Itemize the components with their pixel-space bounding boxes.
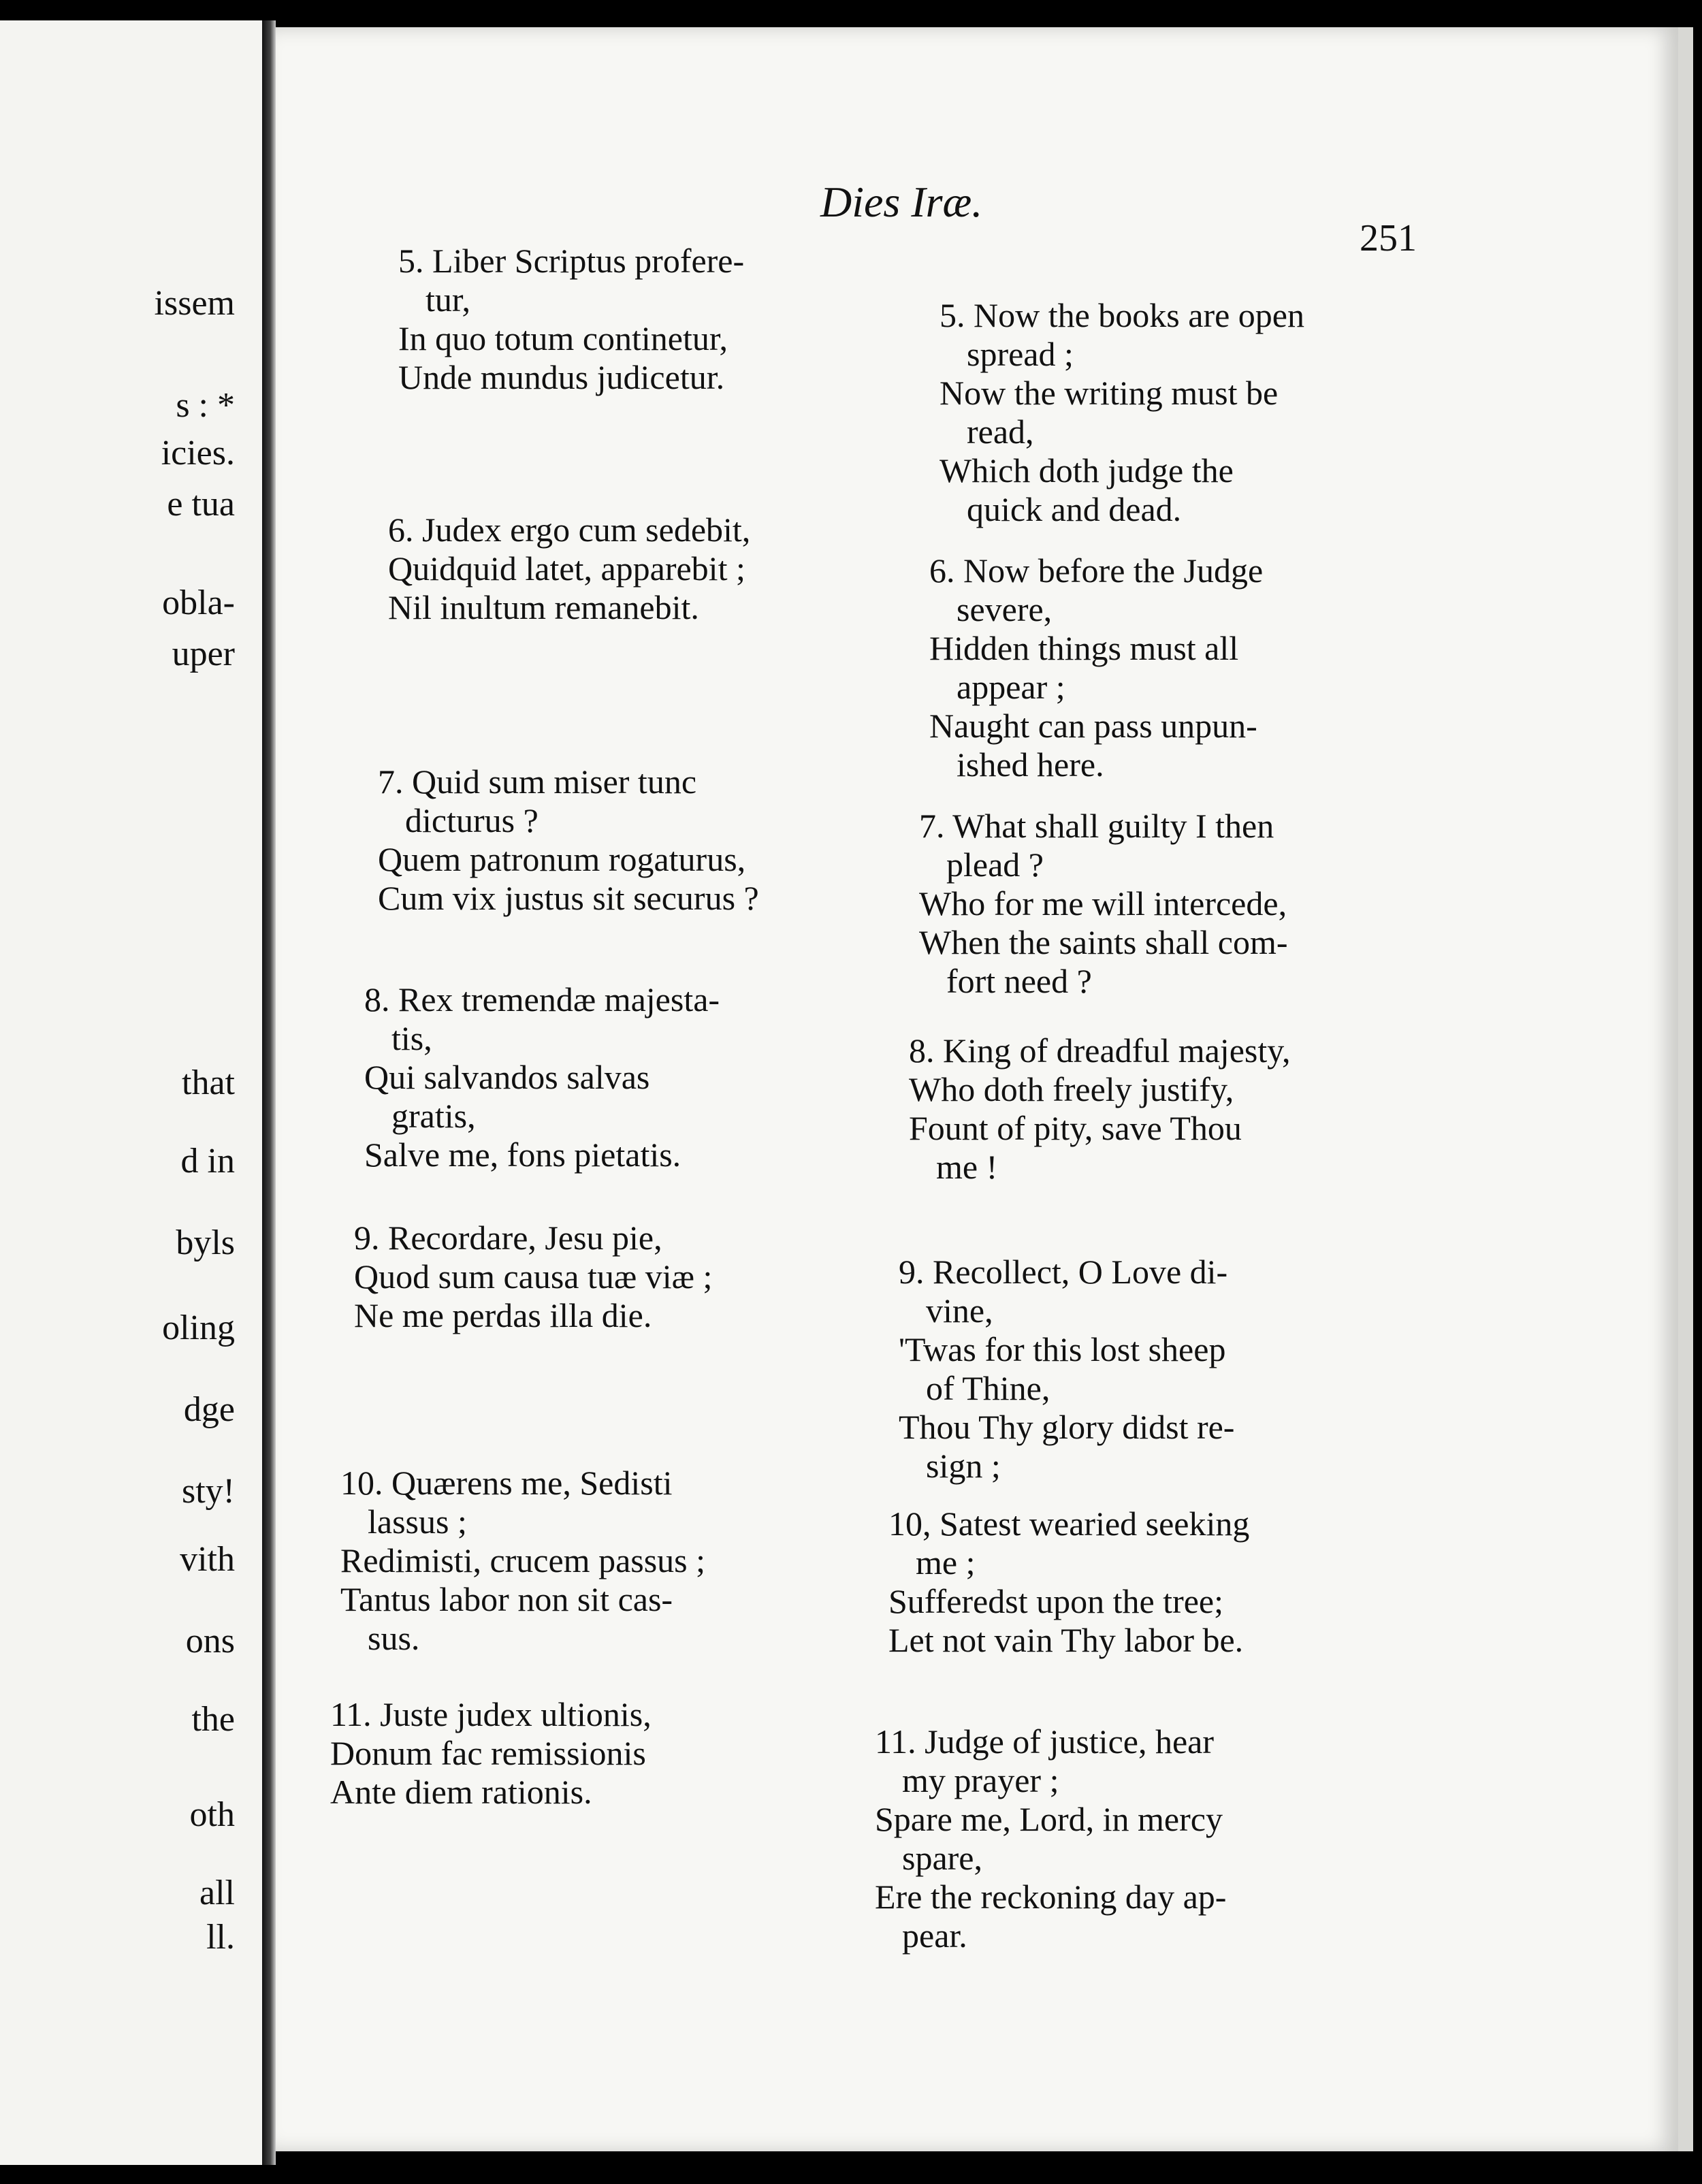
- verse-line: sign ;: [926, 1447, 1001, 1485]
- verse-line: 6. Now before the Judge: [929, 551, 1264, 590]
- verse-line: plead ?: [946, 846, 1044, 884]
- verse-line: read,: [967, 413, 1034, 451]
- verse-line: 5. Now the books are open: [940, 296, 1304, 334]
- left-fragment: obla-: [162, 583, 235, 622]
- verse-line: 9. Recordare, Jesu pie,: [354, 1219, 662, 1257]
- verse-line: pear.: [902, 1916, 967, 1955]
- verse-line: my prayer ;: [902, 1761, 1059, 1799]
- left-fragment: icies.: [161, 434, 235, 472]
- verse-line: Qui salvandos salvas: [364, 1058, 650, 1096]
- verse-line: spread ;: [967, 335, 1074, 373]
- english-stanza-11: [875, 1722, 1226, 1955]
- verse-line: spare,: [902, 1839, 982, 1877]
- left-fragment: issem: [154, 284, 235, 323]
- verse-line: Naught can pass unpun-: [929, 707, 1257, 745]
- left-fragment: the: [191, 1700, 235, 1739]
- verse-line: Cum vix justus sit securus ?: [378, 879, 759, 917]
- left-fragment: ons: [185, 1622, 235, 1660]
- verse-line: ished here.: [957, 745, 1104, 784]
- verse-line: quick and dead.: [967, 490, 1182, 528]
- verse-line: Ante diem rationis.: [330, 1773, 592, 1811]
- left-fragment: dge: [183, 1390, 235, 1429]
- verse-line: Ne me perdas illa die.: [354, 1296, 652, 1334]
- verse-line: Quidquid latet, apparebit ;: [388, 549, 745, 588]
- verse-line: Thou Thy glory didst re-: [899, 1408, 1235, 1446]
- verse-line: 11. Juste judex ultionis,: [330, 1695, 652, 1733]
- verse-line: Who for me will intercede,: [919, 884, 1287, 922]
- book-gutter: [262, 20, 276, 2165]
- verse-line: Salve me, fons pietatis.: [364, 1136, 681, 1174]
- verse-line: sus.: [368, 1619, 420, 1657]
- left-facing-page: [0, 20, 266, 2165]
- english-stanza-10: [888, 1505, 1249, 1660]
- latin-stanza-9: [354, 1219, 712, 1335]
- left-fragment: sty!: [182, 1472, 235, 1511]
- verse-line: Now the writing must be: [940, 374, 1279, 412]
- verse-line: Which doth judge the: [940, 451, 1234, 489]
- running-head: Dies Iræ.: [820, 178, 983, 226]
- left-fragment: byls: [176, 1223, 235, 1262]
- verse-line: 7. What shall guilty I then: [919, 807, 1274, 845]
- verse-line: appear ;: [957, 668, 1065, 706]
- verse-line: 8. King of dreadful majesty,: [909, 1031, 1291, 1070]
- verse-line: tur,: [426, 280, 471, 319]
- verse-line: 6. Judex ergo cum sedebit,: [388, 511, 751, 549]
- latin-stanza-8: [364, 980, 720, 1174]
- verse-line: me !: [936, 1148, 998, 1186]
- left-fragment: oling: [162, 1308, 235, 1347]
- latin-stanza-7: [378, 762, 759, 918]
- left-fragment: ll.: [206, 1918, 235, 1957]
- left-fragment: s : *: [176, 386, 235, 425]
- verse-line: 9. Recollect, O Love di-: [899, 1253, 1228, 1291]
- latin-stanza-5: [398, 242, 744, 397]
- verse-line: severe,: [957, 590, 1053, 628]
- english-stanza-8: [909, 1031, 1291, 1187]
- verse-line: Hidden things must all: [929, 629, 1239, 667]
- verse-line: Nil inultum remanebit.: [388, 588, 699, 626]
- left-fragment: d in: [180, 1142, 235, 1181]
- latin-stanza-6: [388, 511, 750, 627]
- verse-line: Unde mundus judicetur.: [398, 358, 725, 396]
- left-fragment: that: [182, 1063, 235, 1102]
- verse-line: Ere the reckoning day ap-: [875, 1878, 1227, 1916]
- verse-line: vine,: [926, 1291, 993, 1330]
- verse-line: 10. Quærens me, Sedisti: [340, 1464, 673, 1502]
- verse-line: 5. Liber Scriptus profere-: [398, 242, 745, 280]
- left-fragment: all: [199, 1874, 235, 1912]
- left-fragment: oth: [189, 1795, 235, 1834]
- verse-line: dicturus ?: [405, 801, 539, 839]
- english-stanza-9: [899, 1253, 1234, 1486]
- latin-stanza-11: [330, 1695, 652, 1812]
- verse-line: Fount of pity, save Thou: [909, 1109, 1242, 1147]
- english-stanza-5: [940, 296, 1304, 529]
- verse-line: In quo totum continetur,: [398, 319, 728, 357]
- verse-line: Tantus labor non sit cas-: [340, 1580, 673, 1618]
- verse-line: Spare me, Lord, in mercy: [875, 1800, 1223, 1838]
- verse-line: tis,: [391, 1019, 432, 1057]
- verse-line: Who doth freely justify,: [909, 1070, 1234, 1108]
- verse-line: Let not vain Thy labor be.: [888, 1621, 1244, 1659]
- verse-line: 'Twas for this lost sheep: [899, 1330, 1226, 1368]
- page-number: 251: [1360, 217, 1417, 259]
- verse-line: Redimisti, crucem passus ;: [340, 1541, 706, 1579]
- left-fragment: vith: [180, 1540, 235, 1579]
- left-fragment: uper: [172, 635, 235, 673]
- book-page: [276, 27, 1693, 2151]
- verse-line: 10, Satest wearied seeking: [888, 1505, 1250, 1543]
- left-fragment: e tua: [167, 485, 235, 524]
- verse-line: 7. Quid sum miser tunc: [378, 762, 697, 801]
- verse-line: of Thine,: [926, 1369, 1050, 1407]
- verse-line: Quem patronum rogaturus,: [378, 840, 746, 878]
- verse-line: 8. Rex tremendæ majesta-: [364, 980, 720, 1018]
- verse-line: When the saints shall com-: [919, 923, 1288, 961]
- english-stanza-6: [929, 551, 1263, 784]
- verse-line: Quod sum causa tuæ viæ ;: [354, 1257, 713, 1296]
- verse-line: lassus ;: [368, 1503, 467, 1541]
- verse-line: fort need ?: [946, 962, 1092, 1000]
- verse-line: 11. Judge of justice, hear: [875, 1722, 1214, 1761]
- verse-line: Donum fac remissionis: [330, 1734, 646, 1772]
- latin-stanza-10: [340, 1464, 705, 1658]
- verse-line: gratis,: [391, 1097, 476, 1135]
- verse-line: me ;: [916, 1543, 976, 1581]
- verse-line: Sufferedst upon the tree;: [888, 1582, 1223, 1620]
- english-stanza-7: [919, 807, 1288, 1001]
